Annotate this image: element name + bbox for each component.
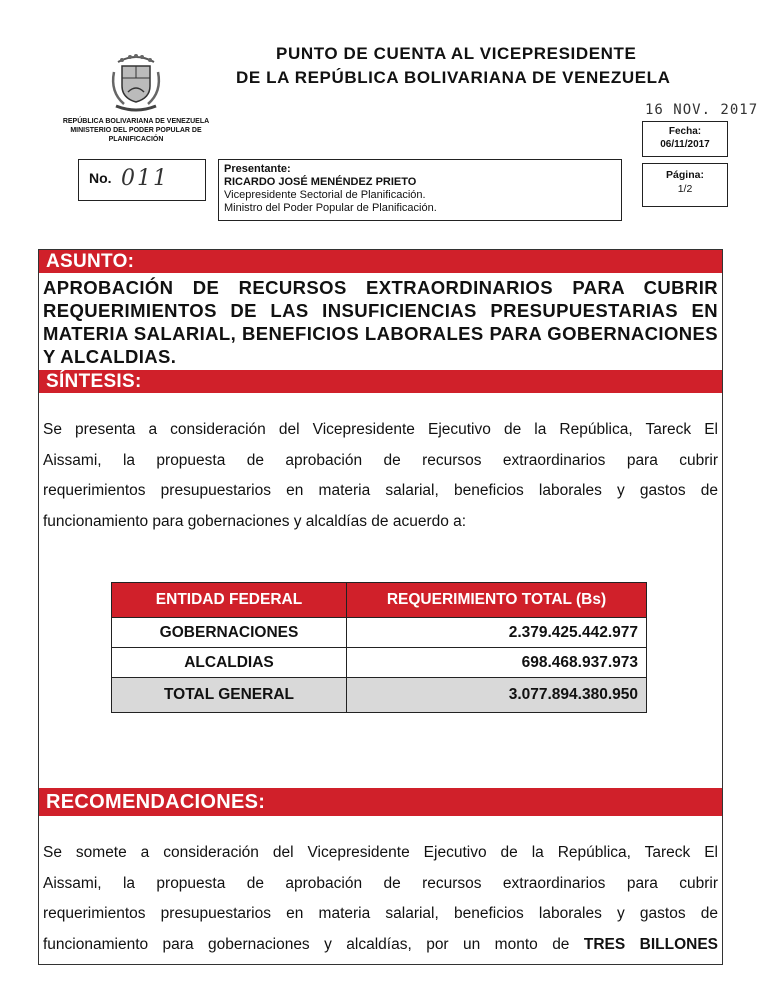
table-row	[112, 618, 647, 648]
presenter-role-1: Vicepresidente Sectorial de Planificación.	[224, 189, 426, 201]
sintesis-line-3: requerimientos presupuestarios en materia salarial, beneficios laborales y gastos de	[43, 482, 718, 499]
requirements-table	[111, 582, 647, 713]
sintesis-label: SÍNTESIS:	[46, 371, 142, 392]
recomendaciones-line-4-text: funcionamiento para gobernaciones y alcaldías, por un monto de	[43, 935, 570, 953]
presenter-role-2: Ministro del Poder Popular de Planificación.	[224, 202, 437, 214]
asunto-text: APROBACIÓN DE RECURSOS EXTRAORDINARIOS PARA CUBRIR REQUERIMIENTOS DE LAS INSUFICIENCIAS PRESUPUESTARIAS EN MATERIA SALARIAL, BENEFICIOS LABORALES PARA GOBERNACIONES Y ALCALDIAS.	[43, 277, 718, 367]
sintesis-line-4: funcionamiento para gobernaciones y alcaldías de acuerdo a:	[43, 512, 467, 530]
number-box	[78, 159, 206, 201]
recomendaciones-paragraph	[43, 838, 718, 960]
row-amount: 2.379.425.442.977	[347, 618, 647, 648]
presenter-label: Presentante:	[224, 163, 291, 175]
number-label: No.	[89, 170, 112, 186]
total-entity: TOTAL GENERAL	[112, 678, 347, 713]
received-date-stamp: 16 NOV. 2017	[645, 102, 759, 118]
date-box	[642, 121, 728, 157]
sintesis-line-2: Aissami, la propuesta de aprobación de recursos extraordinarios para cubrir	[43, 451, 718, 469]
amount-in-words: TRES BILLONES	[583, 935, 719, 953]
government-heading	[30, 117, 242, 144]
recomendaciones-band	[39, 788, 722, 816]
gov-line-1: REPÚBLICA BOLIVARIANA DE VENEZUELA	[62, 118, 210, 125]
gov-line-3: PLANIFICACIÓN	[108, 136, 164, 143]
table-total-row	[112, 678, 647, 713]
recomendaciones-line-2: Aissami, la propuesta de aprobación de recursos extraordinarios para cubrir	[43, 874, 718, 892]
row-entity: GOBERNACIONES	[112, 618, 347, 648]
asunto-label: ASUNTO:	[46, 251, 135, 272]
page-value: 1/2	[677, 183, 693, 195]
sintesis-line-1: Se presenta a consideración del Vicepresidente Ejecutivo de la República, Tareck El	[43, 421, 718, 438]
row-entity: ALCALDIAS	[112, 648, 347, 678]
total-amount: 3.077.894.380.950	[347, 678, 647, 713]
header-amount: REQUERIMIENTO TOTAL (Bs)	[347, 583, 647, 618]
recomendaciones-line-1: Se somete a consideración del Vicepresidente Ejecutivo de la República, Tareck El	[43, 844, 718, 861]
presenter-name: RICARDO JOSÉ MENÉNDEZ PRIETO	[224, 176, 417, 188]
date-value: 06/11/2017	[660, 139, 710, 150]
header-entity: ENTIDAD FEDERAL	[112, 583, 347, 618]
asunto-band	[39, 250, 722, 273]
recomendaciones-line-3: requerimientos presupuestarios en materia salarial, beneficios laborales y gastos de	[43, 905, 718, 922]
sintesis-paragraph	[43, 415, 718, 537]
sintesis-band	[39, 370, 722, 393]
row-amount: 698.468.937.973	[347, 648, 647, 678]
page-label: Página:	[666, 169, 704, 181]
recomendaciones-label: RECOMENDACIONES:	[46, 791, 266, 813]
table-header-row	[112, 583, 647, 618]
number-value: 011	[121, 166, 169, 191]
table-row	[112, 648, 647, 678]
document-title-line-2: DE LA REPÚBLICA BOLIVARIANA DE VENEZUELA	[236, 68, 671, 87]
gov-line-2: MINISTERIO DEL PODER POPULAR DE	[70, 127, 202, 134]
recomendaciones-line-4	[43, 930, 718, 961]
coat-of-arms-icon	[108, 52, 164, 116]
date-label: Fecha:	[668, 126, 702, 137]
presenter-box	[218, 159, 622, 221]
document-title-line-1: PUNTO DE CUENTA AL VICEPRESIDENTE	[276, 44, 637, 63]
page-box	[642, 163, 728, 207]
